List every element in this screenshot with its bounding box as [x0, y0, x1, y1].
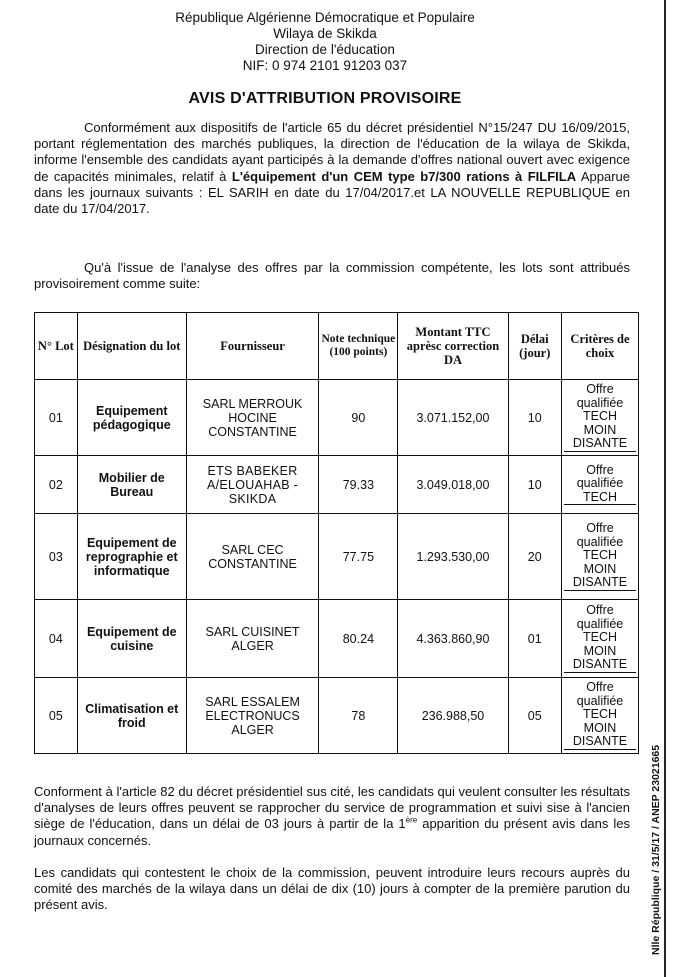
criteria-line: Offre	[586, 521, 614, 536]
header-nif: NIF: 0 974 2101 91203 037	[242, 58, 408, 73]
criteria-line: DISANTE	[564, 576, 636, 591]
criteres-cell	[561, 514, 638, 600]
delai-cell: 10	[508, 456, 561, 514]
table-row	[35, 456, 639, 514]
intro-text-2: Apparue dans les journaux suivants : EL SARIH en date du 17/04/2017.et LA NOUVELLE REPUBLIQUE en date du 17/04/2017.	[34, 168, 630, 217]
fournisseur-cell: SARL ESSALEM ELECTRONUCS ALGER	[186, 678, 319, 754]
criteria-line: Offre	[586, 603, 614, 618]
header-delai: Délai (jour)	[508, 313, 561, 380]
montant-cell: 1.293.530,00	[398, 514, 508, 600]
montant-cell: 3.049.018,00	[398, 456, 508, 514]
header-criteres: Critères de choix	[561, 313, 638, 380]
fournisseur-cell: ETS BABEKER A/ELOUAHAB - SKIKDA	[186, 456, 319, 514]
note-cell: 80.24	[319, 600, 398, 678]
designation-cell: Equipement de reprographie et informatique	[77, 514, 186, 600]
consultation-text-end: apparition du présent avis dans les journaux concernés.	[34, 816, 631, 848]
montant-cell: 3.071.152,00	[398, 380, 508, 456]
criteria-line: qualifiée	[576, 534, 624, 549]
criteria-line: TECH	[582, 409, 617, 424]
lead-paragraph	[34, 260, 630, 292]
lead-text: Qu'à l'issue de l'analyse des offres par la commission compétente, les lots sont attribués provisoirement comme suite:	[34, 260, 630, 292]
header-montant: Montant TTC aprèsc correction DA	[398, 313, 508, 380]
lot-cell: 01	[35, 380, 78, 456]
consultation-text: Conforment à l'article 82 du décret présidentiel sus cité, les candidats qui veulent consulter les résultats d'analyses de leurs offres peuvent se rapprocher du service de programmation et suivi sise à l'ancien siège de l'éducation, dans un délai de 03 jours à partir de la 1	[34, 784, 630, 832]
criteres-cell	[561, 600, 638, 678]
criteria-line: TECH	[582, 630, 617, 645]
designation-cell: Mobilier de Bureau	[77, 456, 186, 514]
montant-cell: 236.988,50	[398, 678, 508, 754]
note-cell: 77.75	[319, 514, 398, 600]
criteria-line: Offre	[586, 680, 614, 695]
lot-cell: 05	[35, 678, 78, 754]
criteres-cell	[561, 678, 638, 754]
note-cell: 78	[319, 678, 398, 754]
designation-cell: Equipement de cuisine	[77, 600, 186, 678]
consultation-sup: ère	[405, 816, 418, 826]
fournisseur-cell: SARL CEC CONSTANTINE	[186, 514, 319, 600]
criteria-line: DISANTE	[564, 437, 636, 452]
lots-table	[34, 312, 639, 754]
criteria-line: TECH	[564, 491, 636, 506]
montant-cell: 4.363.860,90	[398, 600, 508, 678]
criteria-line: MOIN	[583, 422, 617, 437]
note-cell: 90	[319, 380, 398, 456]
table-body	[35, 380, 639, 754]
criteria-line: Offre	[586, 382, 614, 397]
criteria-line: DISANTE	[564, 658, 636, 673]
lot-cell: 02	[35, 456, 78, 514]
intro-subject: L'équipement d'un CEM type b7/300 rations à FILFILA	[231, 168, 577, 184]
header-designation: Désignation du lot	[77, 313, 186, 380]
designation-cell: Climatisation et froid	[77, 678, 186, 754]
table-row	[35, 380, 639, 456]
right-edge-rule	[664, 0, 666, 977]
criteria-line: qualifiée	[576, 693, 624, 708]
criteres-cell	[561, 380, 638, 456]
criteria-line: MOIN	[583, 643, 617, 658]
delai-cell: 01	[508, 600, 561, 678]
header-republic: République Algérienne Démocratique et Populaire	[175, 10, 475, 25]
criteria-line: qualifiée	[576, 476, 624, 491]
criteria-line: qualifiée	[576, 395, 624, 410]
intro-text-1: Conformément aux dispositifs de l'article 65 du décret présidentiel N°15/247 DU 16/09/2015, portant réglementation des marchés publiques, la direction de l'éducation de la wilaya de Skikda, informe l'ensemble des candidats ayant participés à la demande d'offres national ouvert avec exigence de capacités minimales, relatif à	[34, 120, 630, 184]
header-direction: Direction de l'éducation	[255, 42, 395, 57]
criteria-line: MOIN	[583, 720, 617, 735]
side-publication-note: Nlle République / 31/5/17 / ANEP 23021665	[650, 744, 662, 955]
recourse-paragraph: Les candidats qui contestent le choix de la commission, peuvent introduire leurs recours auprès du comité des marchés de la wilaya dans un délai de dix (10) jours à compter de la première parution du présent avis.	[34, 865, 630, 913]
lot-cell: 03	[35, 514, 78, 600]
notice-title: AVIS D'ATTRIBUTION PROVISOIRE	[188, 90, 462, 107]
criteria-line: Offre	[586, 462, 614, 477]
criteres-cell	[561, 456, 638, 514]
header-wilaya: Wilaya de Skikda	[273, 26, 377, 41]
criteria-line: TECH	[582, 707, 617, 722]
header-fournisseur: Fournisseur	[186, 313, 319, 380]
table-header-row	[35, 313, 639, 380]
delai-cell: 05	[508, 678, 561, 754]
header-note: Note technique (100 points)	[319, 313, 398, 380]
table-row	[35, 678, 639, 754]
intro-paragraph	[34, 120, 630, 217]
consultation-paragraph	[34, 784, 630, 849]
criteria-line: qualifiée	[576, 616, 624, 631]
delai-cell: 10	[508, 380, 561, 456]
table-row	[35, 514, 639, 600]
criteria-line: TECH	[582, 548, 617, 563]
delai-cell: 20	[508, 514, 561, 600]
criteria-line: MOIN	[583, 561, 617, 576]
document-header	[0, 10, 650, 74]
criteria-line: DISANTE	[564, 735, 636, 750]
note-cell: 79.33	[319, 456, 398, 514]
fournisseur-cell: SARL CUISINET ALGER	[186, 600, 319, 678]
designation-cell: Equipement pédagogique	[77, 380, 186, 456]
fournisseur-cell: SARL MERROUK HOCINE CONSTANTINE	[186, 380, 319, 456]
header-lot: N° Lot	[35, 313, 78, 380]
table-row	[35, 600, 639, 678]
lot-cell: 04	[35, 600, 78, 678]
